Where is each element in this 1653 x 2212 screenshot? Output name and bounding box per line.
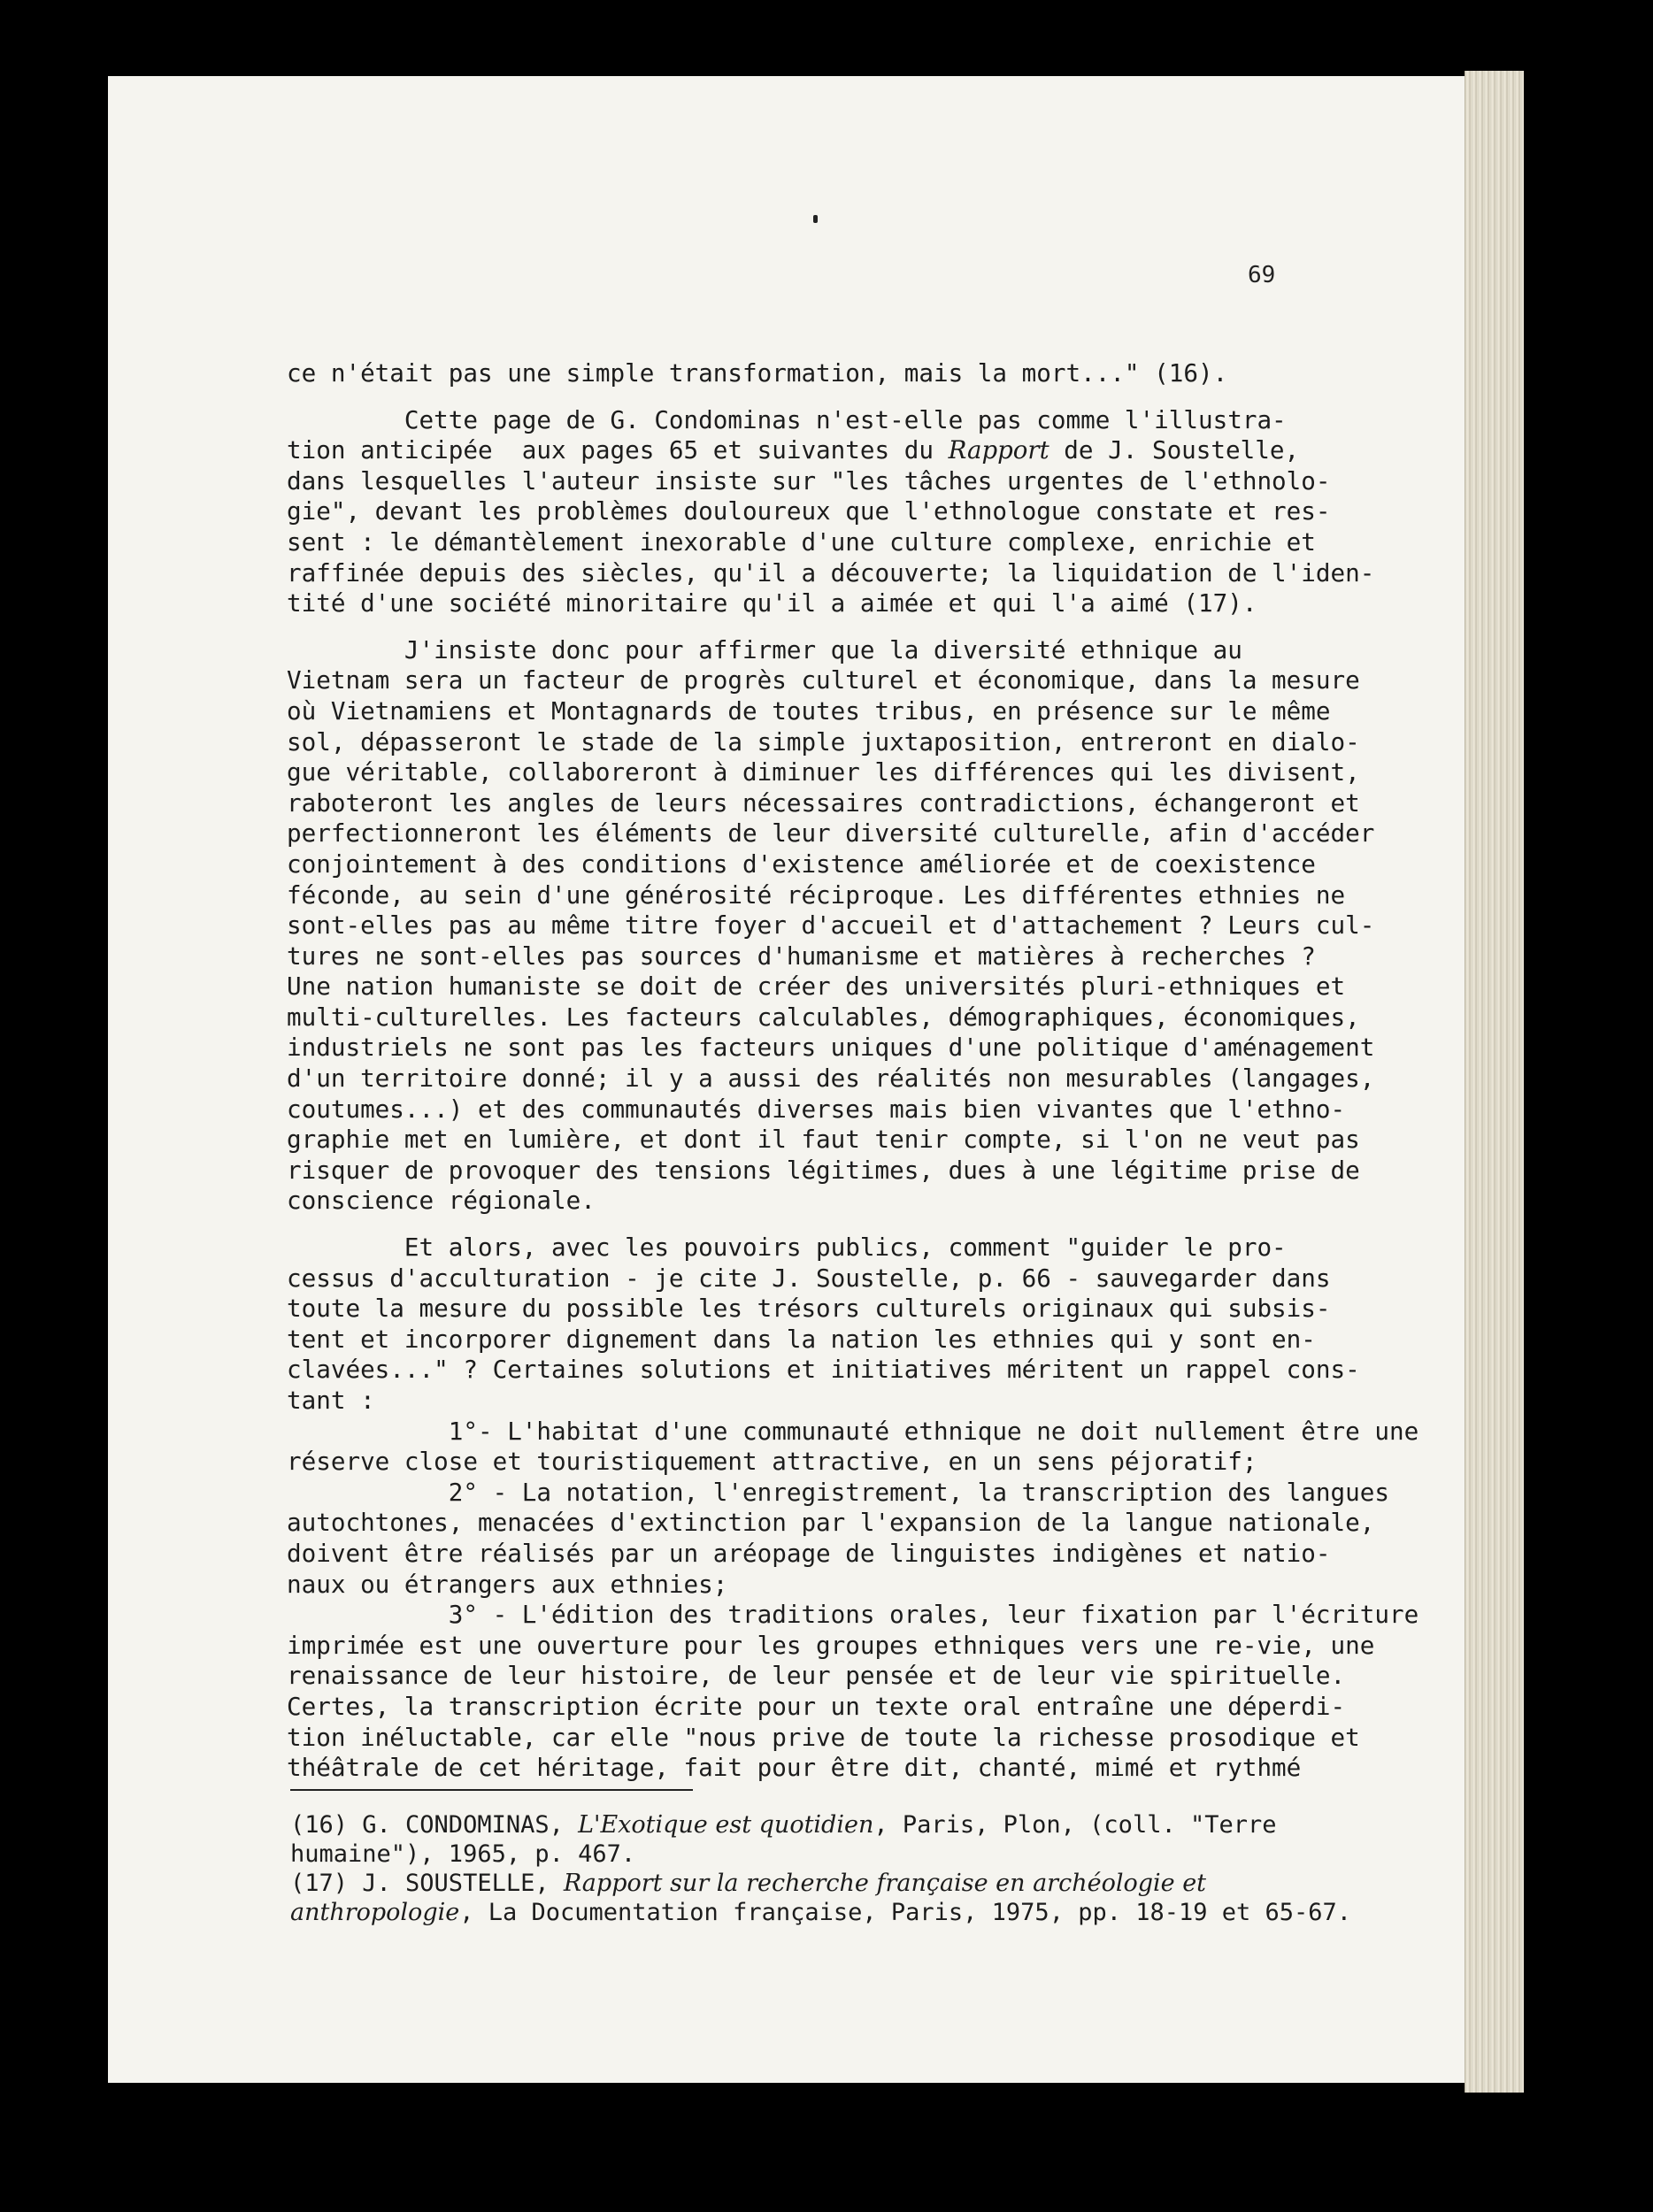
text-line: Et alors, avec les pouvoirs publics, comment "guider le pro- [287,1233,1287,1263]
text-line: raffinée depuis des siècles, qu'il a découverte; la liquidation de l'iden- [287,557,1375,588]
text-line: 2° - La notation, l'enregistrement, la transcription des langues [287,1477,1389,1507]
text-line: sol, dépasseront le stade de la simple juxtaposition, entreront en dialo- [287,726,1360,757]
text-line: 1°- L'habitat d'une communauté ethnique ne doit nullement être une [287,1416,1419,1446]
text-line: Vietnam sera un facteur de progrès culturel et économique, dans la mesure [287,665,1360,695]
text-line: renaissance de leur histoire, de leur pensée et de leur vie spirituelle. [287,1661,1346,1691]
footnote-17-title-end: anthropologie [290,1899,460,1926]
text-line: tion inéluctable, car elle "nous prive de toute la richesse prosodique et [287,1722,1360,1752]
text-line: doivent être réalisés par un aréopage de linguistes indigènes et natio- [287,1538,1331,1568]
text-line: naux ou étrangers aux ethnies; [287,1569,728,1599]
text-line: sont-elles pas au même titre foyer d'accueil et d'attachement ? Leurs cul- [287,910,1375,941]
text-line: tant : [287,1386,375,1415]
text-line: dans lesquelles l'auteur insiste sur "les tâches urgentes de l'ethnolo- [287,465,1331,495]
text-line: autochtones, menacées d'extinction par l'expansion de la langue nationale, [287,1508,1375,1538]
text-line: Une nation humaniste se doit de créer des universités pluri-ethniques et [287,972,1346,1002]
text-line: multi-culturelles. Les facteurs calculables, démographiques, économiques, [287,1002,1360,1032]
text-line: gue véritable, collaboreront à diminuer les différences qui les divisent, [287,757,1360,787]
text-line: réserve close et touristiquement attractive, en un sens péjoratif; [287,1447,1257,1477]
text-line: Certes, la transcription écrite pour un texte oral entraîne une déperdi- [287,1691,1346,1721]
text-line: conjointement à des conditions d'existence améliorée et de coexistence [287,849,1316,879]
text-line: perfectionneront les éléments de leur diversité culturelle, afin d'accéder [287,818,1375,849]
text-line: d'un territoire donné; il y a aussi des réalités non mesurables (langages, [287,1064,1375,1094]
footnotes [290,1810,1370,1927]
paragraph-gap [287,389,1349,405]
text-line: tures ne sont-elles pas sources d'humanisme et matières à recherches ? [287,941,1316,971]
text-line: coutumes...) et des communautés diverses mais bien vivantes que l'ethno- [287,1094,1346,1124]
text-line: clavées..." ? Certaines solutions et initiatives méritent un rappel cons- [287,1355,1360,1385]
footnote-17-continued [290,1898,1370,1927]
text-line: J'insiste donc pour affirmer que la diversité ethnique au [287,634,1242,664]
footnote-16-continued: humaine"), 1965, p. 467. [290,1840,636,1868]
footnote-17 [290,1869,1370,1898]
text-line: théâtrale de cet héritage, fait pour être dit, chanté, mimé et rythmé [287,1753,1302,1783]
text-line: graphie met en lumière, et dont il faut tenir compte, si l'on ne veut pas [287,1125,1360,1155]
page-number: 69 [1248,262,1276,288]
text-line: féconde, au sein d'une générosité réciproque. Les différentes ethnies ne [287,879,1346,910]
paragraph-gap [287,619,1349,635]
text-line: tent et incorporer dignement dans la nation les ethnies qui y sont en- [287,1324,1316,1354]
text-line: conscience régionale. [287,1186,596,1216]
footnote-17-title: Rapport sur la recherche française en archéologie et [563,1870,1207,1897]
rapport-title: Rapport [948,435,1049,465]
text-line: tion anticipée aux pages 65 et suivantes du Rapport de J. Soustelle, [287,435,1300,465]
text-line: imprimée est une ouverture pour les groupes ethniques vers une re-vie, une [287,1630,1375,1660]
text-line: gie", devant les problèmes douloureux que l'ethnologue constate et res- [287,496,1331,526]
text-line: ce n'était pas une simple transformation, mais la mort..." (16). [287,358,1228,388]
text-line: où Vietnamiens et Montagnards de toutes tribus, en présence sur le même [287,695,1331,726]
footnote-17-author: (17) J. SOUSTELLE, [290,1870,564,1897]
ink-speck [813,215,818,223]
text-line: raboteront les angles de leurs nécessaires contradictions, échangeront et [287,787,1360,818]
page-stack-edge [1465,71,1524,2093]
text-line: cessus d'acculturation - je cite J. Soustelle, p. 66 - sauvegarder dans [287,1263,1331,1293]
paragraph-gap [287,1217,1349,1233]
footnote-17-publisher: , La Documentation française, Paris, 1975, pp. 18-19 et 65-67. [459,1899,1352,1926]
footnote-16-publisher: , Paris, Plon, (coll. "Terre [873,1811,1277,1839]
footnote-16-author: (16) G. CONDOMINAS, [290,1811,579,1839]
footnote-16-title: L'Exotique est quotidien [578,1811,874,1839]
footnote-separator [290,1789,693,1791]
text-line: sent : le démantèlement inexorable d'une culture complexe, enrichie et [287,526,1316,557]
text-line: risquer de provoquer des tensions légitimes, dues à une légitime prise de [287,1155,1360,1185]
footnote-16 [290,1810,1370,1839]
text-line: toute la mesure du possible les trésors culturels originaux qui subsis- [287,1294,1331,1324]
text-line: 3° - L'édition des traditions orales, leur fixation par l'écriture [287,1600,1419,1630]
text-line: Cette page de G. Condominas n'est-elle pas comme l'illustra- [287,404,1287,434]
text-line: industriels ne sont pas les facteurs uniques d'une politique d'aménagement [287,1033,1375,1063]
text-line: tité d'une société minoritaire qu'il a aimée et qui l'a aimé (17). [287,588,1257,618]
body-text [287,358,1419,1784]
